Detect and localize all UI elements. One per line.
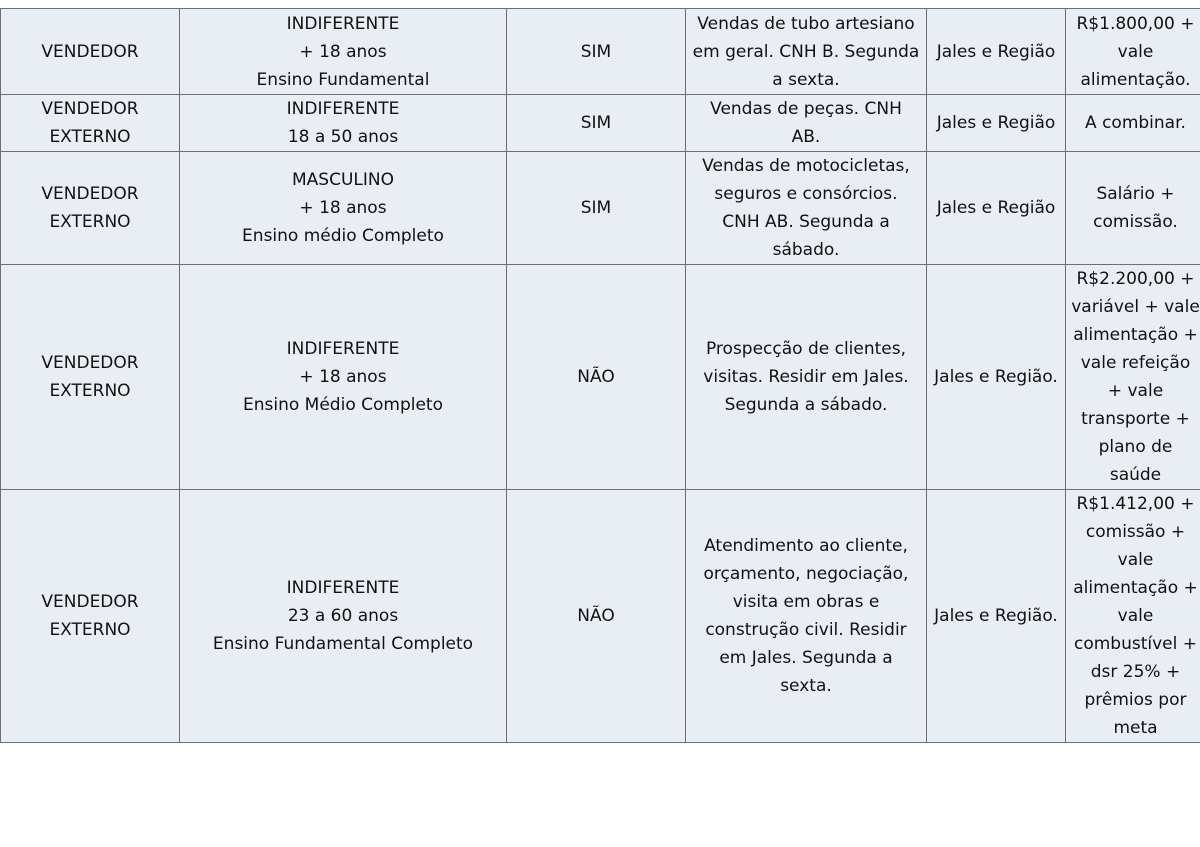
requisitos-cell: INDIFERENTE 23 a 60 anos Ensino Fundamental Completo [180,490,507,743]
table-row [1,265,1200,490]
local-cell: Jales e Região [927,152,1066,265]
salario-cell: R$1.412,00 + comissão + vale alimentação + vale combustível + dsr 25% + prêmios por meta [1066,490,1200,743]
cargo-cell: VENDEDOR [1,9,180,95]
cargo-cell: VENDEDOR EXTERNO [1,95,180,152]
atividades-cell: Vendas de motocicletas, seguros e consórcios. CNH AB. Segunda a sábado. [686,152,927,265]
local-cell: Jales e Região [927,95,1066,152]
cargo-cell: VENDEDOR EXTERNO [1,152,180,265]
atividades-cell: Atendimento ao cliente, orçamento, negociação, visita em obras e construção civil. Residir em Jales. Segunda a sexta. [686,490,927,743]
table-row [1,152,1200,265]
requisitos-cell: MASCULINO + 18 anos Ensino médio Completo [180,152,507,265]
requisitos-cell: INDIFERENTE + 18 anos Ensino Fundamental [180,9,507,95]
cnh-cell: SIM [507,9,686,95]
cnh-cell: NÃO [507,490,686,743]
cnh-cell: SIM [507,152,686,265]
salario-cell: R$2.200,00 + variável + vale alimentação + vale refeição + vale transporte + plano de saúde [1066,265,1200,490]
requisitos-cell: INDIFERENTE 18 a 50 anos [180,95,507,152]
salario-cell: A combinar. [1066,95,1200,152]
local-cell: Jales e Região [927,9,1066,95]
cargo-cell: VENDEDOR EXTERNO [1,490,180,743]
atividades-cell: Prospecção de clientes, visitas. Residir em Jales. Segunda a sábado. [686,265,927,490]
job-openings-table [0,8,1200,743]
cnh-cell: SIM [507,95,686,152]
table-row [1,95,1200,152]
salario-cell: Salário + comissão. [1066,152,1200,265]
atividades-cell: Vendas de tubo artesiano em geral. CNH B. Segunda a sexta. [686,9,927,95]
cargo-cell: VENDEDOR EXTERNO [1,265,180,490]
cnh-cell: NÃO [507,265,686,490]
requisitos-cell: INDIFERENTE + 18 anos Ensino Médio Completo [180,265,507,490]
salario-cell: R$1.800,00 + vale alimentação. [1066,9,1200,95]
table-row [1,9,1200,95]
local-cell: Jales e Região. [927,265,1066,490]
table-row [1,490,1200,743]
local-cell: Jales e Região. [927,490,1066,743]
atividades-cell: Vendas de peças. CNH AB. [686,95,927,152]
